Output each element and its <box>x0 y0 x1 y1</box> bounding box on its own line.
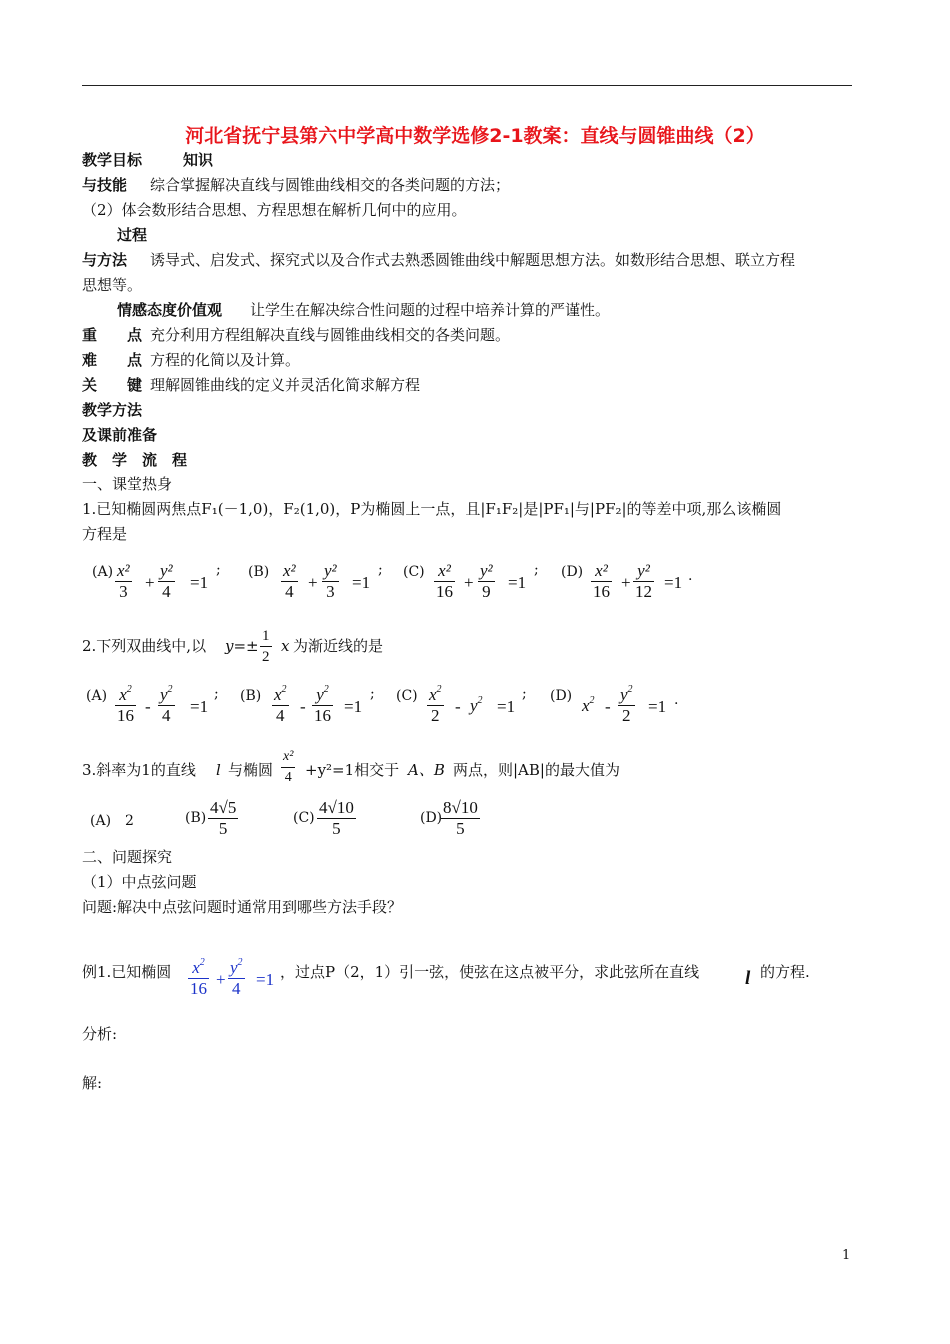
key-label: 重 点 <box>82 326 143 344</box>
crux-text: 理解圆锥曲线的定义并灵活化简求解方程 <box>150 376 421 394</box>
section-1-heading: 一、课堂热身 <box>82 475 173 493</box>
q1-c-frac-y: $\frac{\text{y²}}{9}$ <box>480 561 493 601</box>
q2-text-d: 为渐近线的是 <box>293 637 384 655</box>
q2-c-eq: =1 <box>497 697 516 716</box>
q2-b-frac-x: $\frac{x^2}{4}$ <box>274 684 287 725</box>
q3-d-frac: $\frac{8√10}{5}$ <box>443 798 478 838</box>
q3-frac: $\frac{\text{x²}}{4}$ <box>281 747 295 788</box>
top-rule <box>82 85 852 86</box>
goals-label: 教学目标 <box>82 151 143 169</box>
process-label: 过程 <box>117 226 148 244</box>
plus-sign: + <box>621 573 631 592</box>
plus-sign: + <box>216 970 226 989</box>
crux-label: 关 键 <box>82 376 143 394</box>
example-text-c: 的方程. <box>760 963 810 981</box>
q1-b-frac-y: $\frac{\text{y²}}{3}$ <box>324 561 337 601</box>
q3-text-c: +y²=1相交于 <box>305 761 400 779</box>
q3-option-d-label: (D) <box>420 810 443 826</box>
plus-sign: + <box>308 573 318 592</box>
plus-sign: + <box>145 573 155 592</box>
q3-c-frac: $\frac{4√10}{5}$ <box>319 798 354 838</box>
separator: ; <box>370 686 375 702</box>
goals-line-1: 综合掌握解决直线与圆锥曲线相交的各类问题的方法； <box>150 176 511 194</box>
goals-line-2: （2）体会数形结合思想、方程思想在解析几何中的应用。 <box>82 201 467 219</box>
q2-c-y2: $y^2$ <box>470 695 483 715</box>
example-text-a: 例1.已知椭圆 <box>82 963 172 981</box>
q1-d-eq: =1 <box>664 573 683 592</box>
q2-b-eq: =1 <box>344 697 363 716</box>
skills-label: 与技能 <box>82 176 128 194</box>
q2-text-b: y=± <box>225 637 259 655</box>
q1-text-1: 1.已知椭圆两焦点F₁(－1,0)，F₂(1,0)，P为椭圆上一点，且|F₁F₂|是|PF₁|与|PF₂|的等差中项,那么该椭圆 <box>82 500 782 518</box>
q1-a-eq: =1 <box>190 573 209 592</box>
period: . <box>688 568 693 584</box>
q3-option-c-label: (C) <box>293 810 315 826</box>
q3-text-d: A、B <box>408 761 445 779</box>
q1-text-2: 方程是 <box>82 525 128 543</box>
difficulty-text: 方程的化简以及计算。 <box>150 351 301 369</box>
q2-a-frac-y: $\frac{y^2}{4}$ <box>160 684 173 725</box>
q1-d-frac-y: $\frac{\text{y²}}{12}$ <box>635 561 652 601</box>
q3-text-e: 两点，则|AB|的最大值为 <box>453 761 620 779</box>
q2-option-c-label: (C) <box>396 688 418 704</box>
teaching-method-label: 教学方法 <box>82 401 143 419</box>
q2-c-frac-x: $\frac{x^2}{2}$ <box>429 684 442 725</box>
q2-text-a: 2.下列双曲线中,以 <box>82 637 207 655</box>
q2-d-x2: $x^2$ <box>582 695 595 715</box>
q2-option-b-label: (B) <box>240 688 262 704</box>
q2-d-frac-y: $\frac{y^2}{2}$ <box>620 684 633 725</box>
q1-b-frac-x: $\frac{\text{x²}}{4}$ <box>283 561 296 601</box>
q1-option-a-label: (A) <box>92 564 114 580</box>
document-title: 河北省抚宁县第六中学高中数学选修2-1教案：直线与圆锥曲线（2） <box>185 125 765 147</box>
plus-sign: + <box>464 573 474 592</box>
q3-text-b: 与椭圆 <box>228 761 274 779</box>
subsection-1-heading: （1）中点弦问题 <box>82 873 197 891</box>
q1-c-frac-x: $\frac{\text{x²}}{16}$ <box>436 561 453 601</box>
method-label: 与方法 <box>82 251 128 269</box>
question-text: 问题:解决中点弦问题时通常用到哪些方法手段？ <box>82 898 403 916</box>
separator: ; <box>522 686 527 702</box>
q1-c-eq: =1 <box>508 573 527 592</box>
q2-a-frac-x: $\frac{x^2}{16}$ <box>117 684 134 725</box>
method-text-1: 诱导式、启发式、探究式以及合作式去熟悉圆锥曲线中解题思想方法。如数形结合思想、联立方程 <box>150 251 796 269</box>
solution-label: 解: <box>82 1074 103 1092</box>
q1-d-frac-x: $\frac{\text{x²}}{16}$ <box>593 561 610 601</box>
separator: ; <box>534 562 539 578</box>
q2-half-frac: $\frac{1}{2}$ <box>262 628 270 665</box>
q3-option-b-label: (B) <box>185 810 207 826</box>
q3-line-l: l <box>216 761 221 779</box>
key-text: 充分利用方程组解决直线与圆锥曲线相交的各类问题。 <box>150 326 511 344</box>
q3-option-a: (A) 2 <box>90 813 134 829</box>
example-line-l: l <box>745 968 751 989</box>
minus-sign: - <box>145 697 151 716</box>
separator: ; <box>216 562 221 578</box>
example-text-b: ，过点P（2，1）引一弦，使弦在这点被平分，求此弦所在直线 <box>280 963 700 981</box>
q2-a-eq: =1 <box>190 697 209 716</box>
analysis-label: 分析: <box>82 1025 118 1043</box>
minus-sign: - <box>605 697 611 716</box>
q1-option-b-label: (B) <box>248 564 270 580</box>
q3-b-frac: $\frac{4√5}{5}$ <box>210 798 237 838</box>
q2-d-eq: =1 <box>648 697 667 716</box>
q1-option-d-label: (D) <box>561 564 584 580</box>
difficulty-label: 难 点 <box>82 351 143 369</box>
prep-label: 及课前准备 <box>82 426 158 444</box>
q2-option-a-label: (A) <box>86 688 108 704</box>
method-text-2: 思想等。 <box>82 276 143 294</box>
q1-a-frac-y: $\frac{\text{y²}}{4}$ <box>160 561 173 601</box>
example-frac-y: $\frac{y^2}{4}$ <box>230 957 243 998</box>
q1-option-c-label: (C) <box>403 564 425 580</box>
minus-sign: - <box>300 697 306 716</box>
q1-a-frac-x: $\frac{\text{x²}}{3}$ <box>117 561 130 601</box>
q2-option-d-label: (D) <box>550 688 573 704</box>
attitude-label: 情感态度价值观 <box>117 301 223 319</box>
period: . <box>674 692 679 708</box>
separator: ; <box>214 686 219 702</box>
knowledge-label: 知识 <box>183 151 214 169</box>
flow-label: 教 学 流 程 <box>82 451 188 469</box>
page-number: 1 <box>842 1248 851 1263</box>
example-eq: =1 <box>256 970 275 989</box>
q1-b-eq: =1 <box>352 573 371 592</box>
section-2-heading: 二、问题探究 <box>82 848 173 866</box>
q3-text-a: 3.斜率为1的直线 <box>82 761 196 779</box>
q2-text-c: x <box>281 637 290 655</box>
example-frac-x: $\frac{x^2}{16}$ <box>190 957 207 998</box>
q2-b-frac-y: $\frac{y^2}{16}$ <box>314 684 331 725</box>
separator: ; <box>378 562 383 578</box>
attitude-text: 让学生在解决综合性问题的过程中培养计算的严谨性。 <box>250 301 611 319</box>
minus-sign: - <box>455 697 461 716</box>
